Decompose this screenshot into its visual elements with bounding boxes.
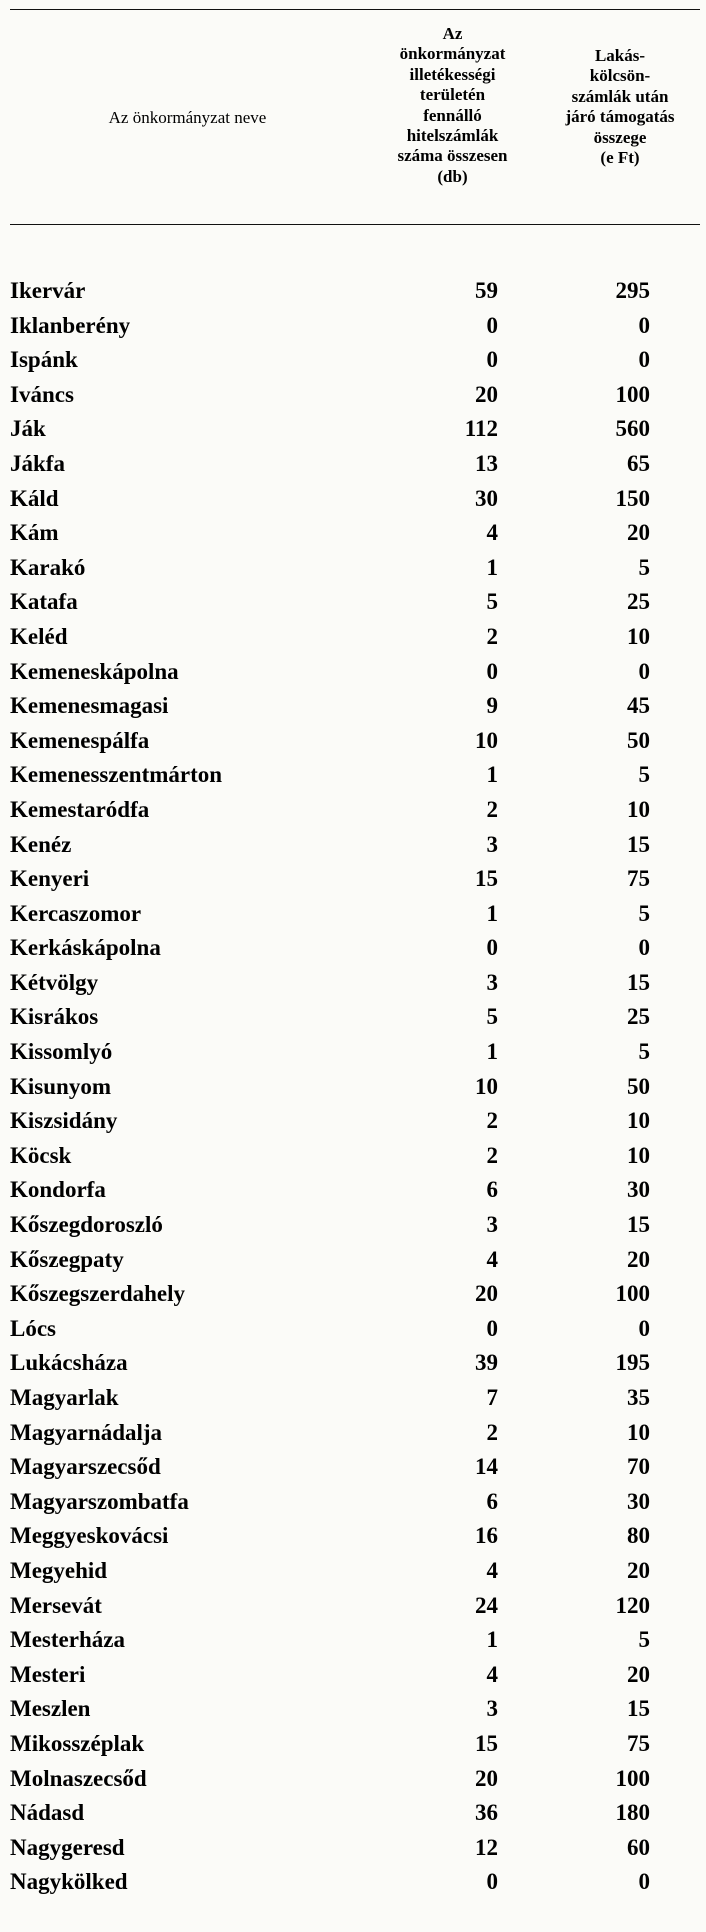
municipality-name: Karakó (10, 554, 86, 580)
table-row (10, 1346, 700, 1381)
municipality-name: Kisunyom (10, 1073, 111, 1099)
table-row (10, 724, 700, 759)
municipality-name: Kemestaródfa (10, 796, 150, 822)
support-amount: 100 (615, 1281, 650, 1307)
table-row (10, 897, 700, 932)
support-amount: 10 (627, 1108, 650, 1134)
municipality-name: Meggyeskovácsi (10, 1523, 169, 1549)
table-row (10, 931, 700, 966)
municipality-name: Iváncs (10, 381, 74, 407)
account-count: 3 (486, 831, 498, 857)
table-row (10, 1692, 700, 1727)
support-amount: 35 (627, 1385, 650, 1410)
table-header (10, 14, 700, 222)
municipality-name: Kerkáskápolna (10, 935, 161, 961)
table-row (10, 1485, 700, 1520)
municipality-name: Magyarszecsőd (10, 1454, 161, 1480)
municipality-name: Magyarnádalja (10, 1419, 163, 1445)
table-row (10, 482, 700, 517)
table-row (10, 1312, 700, 1347)
municipality-name: Mesteri (10, 1661, 86, 1687)
account-count: 2 (486, 623, 498, 649)
support-amount: 45 (627, 693, 650, 719)
municipality-name: Mesterháza (10, 1627, 125, 1653)
municipality-name: Molnaszecsőd (10, 1765, 147, 1791)
municipality-name: Keléd (10, 623, 68, 649)
municipality-name: Iklanberény (10, 312, 131, 338)
table-row (10, 1796, 700, 1831)
account-count: 2 (486, 1419, 498, 1445)
support-amount: 15 (627, 831, 650, 857)
table-row (10, 1277, 700, 1312)
account-count: 39 (475, 1350, 498, 1376)
support-amount: 195 (615, 1350, 650, 1376)
support-amount: 0 (638, 312, 650, 338)
support-amount: 25 (627, 589, 650, 615)
support-amount: 80 (627, 1523, 650, 1549)
account-count: 4 (486, 1246, 498, 1272)
municipality-name: Katafa (10, 589, 78, 615)
table-row (10, 309, 700, 344)
municipality-name: Kissomlyó (10, 1039, 113, 1065)
table-row (10, 1243, 700, 1278)
table-row (10, 1104, 700, 1139)
municipality-name: Lukácsháza (10, 1350, 128, 1376)
table-row (10, 1589, 700, 1624)
table-row (10, 828, 700, 863)
municipality-name: Nádasd (10, 1800, 85, 1826)
municipality-name: Kemenesmagasi (10, 693, 169, 719)
account-count: 20 (475, 1765, 498, 1791)
account-count: 3 (486, 1212, 498, 1238)
account-count: 0 (486, 1869, 498, 1895)
support-amount: 5 (638, 762, 650, 788)
account-count: 20 (475, 1281, 498, 1307)
account-count: 9 (486, 693, 498, 719)
support-amount: 30 (627, 1177, 650, 1203)
account-count: 24 (475, 1592, 498, 1618)
municipality-name: Magyarszombatfa (10, 1488, 189, 1514)
municipality-name: Kenéz (10, 831, 72, 857)
municipality-name: Magyarlak (10, 1385, 119, 1410)
account-count: 0 (486, 935, 498, 961)
municipality-name: Ják (10, 416, 46, 442)
table-row (10, 447, 700, 482)
municipality-name: Kenyeri (10, 866, 90, 892)
municipality-name: Ispánk (10, 347, 78, 373)
support-amount: 10 (627, 1419, 650, 1445)
support-amount: 0 (638, 935, 650, 961)
account-count: 1 (486, 1039, 498, 1065)
municipality-name: Lócs (10, 1315, 56, 1341)
municipality-name: Kiszsidány (10, 1108, 118, 1134)
support-amount: 75 (627, 1730, 650, 1756)
account-count: 2 (486, 1108, 498, 1134)
table-row (10, 1381, 700, 1416)
table-row (10, 1831, 700, 1866)
account-count: 1 (486, 554, 498, 580)
account-count: 6 (486, 1177, 498, 1203)
support-amount: 30 (627, 1488, 650, 1514)
account-count: 30 (475, 485, 498, 511)
municipality-name: Kám (10, 520, 59, 546)
municipality-name: Kőszegdoroszló (10, 1212, 163, 1238)
table-row (10, 689, 700, 724)
top-rule (10, 9, 700, 10)
table-row (10, 1416, 700, 1451)
header-name-column: Az önkormányzat neve (108, 107, 267, 127)
account-count: 10 (475, 727, 498, 753)
account-count: 16 (475, 1523, 498, 1549)
table-row (10, 793, 700, 828)
municipality-name: Kőszegszerdahely (10, 1281, 186, 1307)
table-row (10, 862, 700, 897)
account-count: 0 (486, 1315, 498, 1341)
municipality-name: Kemenesszentmárton (10, 762, 223, 788)
support-amount: 20 (627, 520, 650, 546)
table-row (10, 1173, 700, 1208)
municipality-name: Meszlen (10, 1696, 91, 1722)
support-amount: 75 (627, 866, 650, 892)
municipality-name: Jákfa (10, 450, 65, 476)
support-amount: 15 (627, 1212, 650, 1238)
support-amount: 60 (627, 1834, 650, 1860)
table-body (10, 274, 700, 1900)
support-amount: 20 (627, 1246, 650, 1272)
table-row (10, 585, 700, 620)
table-row (10, 1070, 700, 1105)
account-count: 0 (486, 312, 498, 338)
table-row (10, 655, 700, 690)
support-amount: 20 (627, 1557, 650, 1583)
table-row (10, 274, 700, 309)
support-amount: 0 (638, 1869, 650, 1895)
municipality-name: Köcsk (10, 1142, 72, 1168)
support-amount: 70 (627, 1454, 650, 1480)
account-count: 3 (486, 1696, 498, 1722)
header-rule (10, 224, 700, 225)
table-row (10, 378, 700, 413)
account-count: 4 (486, 1557, 498, 1583)
table-row (10, 1208, 700, 1243)
support-amount: 20 (627, 1661, 650, 1687)
account-count: 2 (486, 1142, 498, 1168)
support-amount: 10 (627, 1142, 650, 1168)
support-amount: 15 (627, 1696, 650, 1722)
support-amount: 5 (638, 900, 650, 926)
table-row (10, 1623, 700, 1658)
account-count: 12 (475, 1834, 498, 1860)
support-amount: 50 (627, 1073, 650, 1099)
account-count: 3 (486, 969, 498, 995)
municipality-name: Megyehid (10, 1557, 108, 1583)
municipality-name: Mersevát (10, 1592, 102, 1618)
account-count: 7 (486, 1385, 498, 1410)
support-amount: 100 (615, 1765, 650, 1791)
municipality-name: Kőszegpaty (10, 1246, 124, 1272)
table-row (10, 1658, 700, 1693)
table-row (10, 551, 700, 586)
account-count: 2 (486, 796, 498, 822)
support-amount: 65 (627, 450, 650, 476)
support-amount: 50 (627, 727, 650, 753)
account-count: 13 (475, 450, 498, 476)
account-count: 1 (486, 762, 498, 788)
table-row (10, 1865, 700, 1900)
support-amount: 10 (627, 623, 650, 649)
municipality-name: Káld (10, 485, 59, 511)
municipality-name: Kondorfa (10, 1177, 106, 1203)
municipality-name: Kemeneskápolna (10, 658, 179, 684)
account-count: 59 (475, 278, 498, 303)
account-count: 1 (486, 1627, 498, 1653)
support-amount: 15 (627, 969, 650, 995)
support-amount: 5 (638, 1039, 650, 1065)
support-amount: 100 (615, 381, 650, 407)
municipality-name: Ikervár (10, 278, 86, 303)
table-row (10, 1554, 700, 1589)
account-count: 10 (475, 1073, 498, 1099)
table-row (10, 966, 700, 1001)
account-count: 6 (486, 1488, 498, 1514)
municipality-name: Kisrákos (10, 1004, 99, 1030)
header-count-column: Az önkormányzat illetékességi területén fennálló hitelszámlák száma összesen (db) (397, 24, 508, 186)
municipality-name: Mikosszéplak (10, 1730, 145, 1756)
table-row (10, 1035, 700, 1070)
municipality-name: Kercaszomor (10, 900, 142, 926)
account-count: 20 (475, 381, 498, 407)
account-count: 4 (486, 520, 498, 546)
account-count: 36 (475, 1800, 498, 1826)
support-amount: 180 (615, 1800, 650, 1826)
account-count: 0 (486, 658, 498, 684)
account-count: 1 (486, 900, 498, 926)
account-count: 112 (464, 416, 498, 442)
account-count: 15 (475, 866, 498, 892)
table-row (10, 620, 700, 655)
account-count: 5 (486, 589, 498, 615)
support-amount: 0 (638, 1315, 650, 1341)
municipality-name: Nagygeresd (10, 1834, 125, 1860)
support-amount: 560 (615, 416, 650, 442)
support-amount: 10 (627, 796, 650, 822)
account-count: 4 (486, 1661, 498, 1687)
support-amount: 150 (615, 485, 650, 511)
support-amount: 0 (638, 658, 650, 684)
municipality-name: Kétvölgy (10, 969, 99, 995)
support-amount: 5 (638, 1627, 650, 1653)
account-count: 14 (475, 1454, 498, 1480)
table-row (10, 343, 700, 378)
account-count: 5 (486, 1004, 498, 1030)
support-amount: 295 (615, 278, 650, 303)
table-row (10, 1000, 700, 1035)
support-amount: 120 (615, 1592, 650, 1618)
table-row (10, 1139, 700, 1174)
account-count: 0 (486, 347, 498, 373)
table-row (10, 758, 700, 793)
header-amount-column: Lakás- kölcsön- számlák után járó támogatás összege (e Ft) (565, 46, 675, 168)
table-row (10, 1762, 700, 1797)
table-row (10, 1450, 700, 1485)
support-amount: 0 (638, 347, 650, 373)
municipality-name: Kemenespálfa (10, 727, 150, 753)
table-row (10, 1727, 700, 1762)
table-row (10, 516, 700, 551)
table-row (10, 412, 700, 447)
table-row (10, 1519, 700, 1554)
account-count: 15 (475, 1730, 498, 1756)
support-amount: 5 (638, 554, 650, 580)
municipality-name: Nagykölked (10, 1869, 128, 1895)
support-amount: 25 (627, 1004, 650, 1030)
